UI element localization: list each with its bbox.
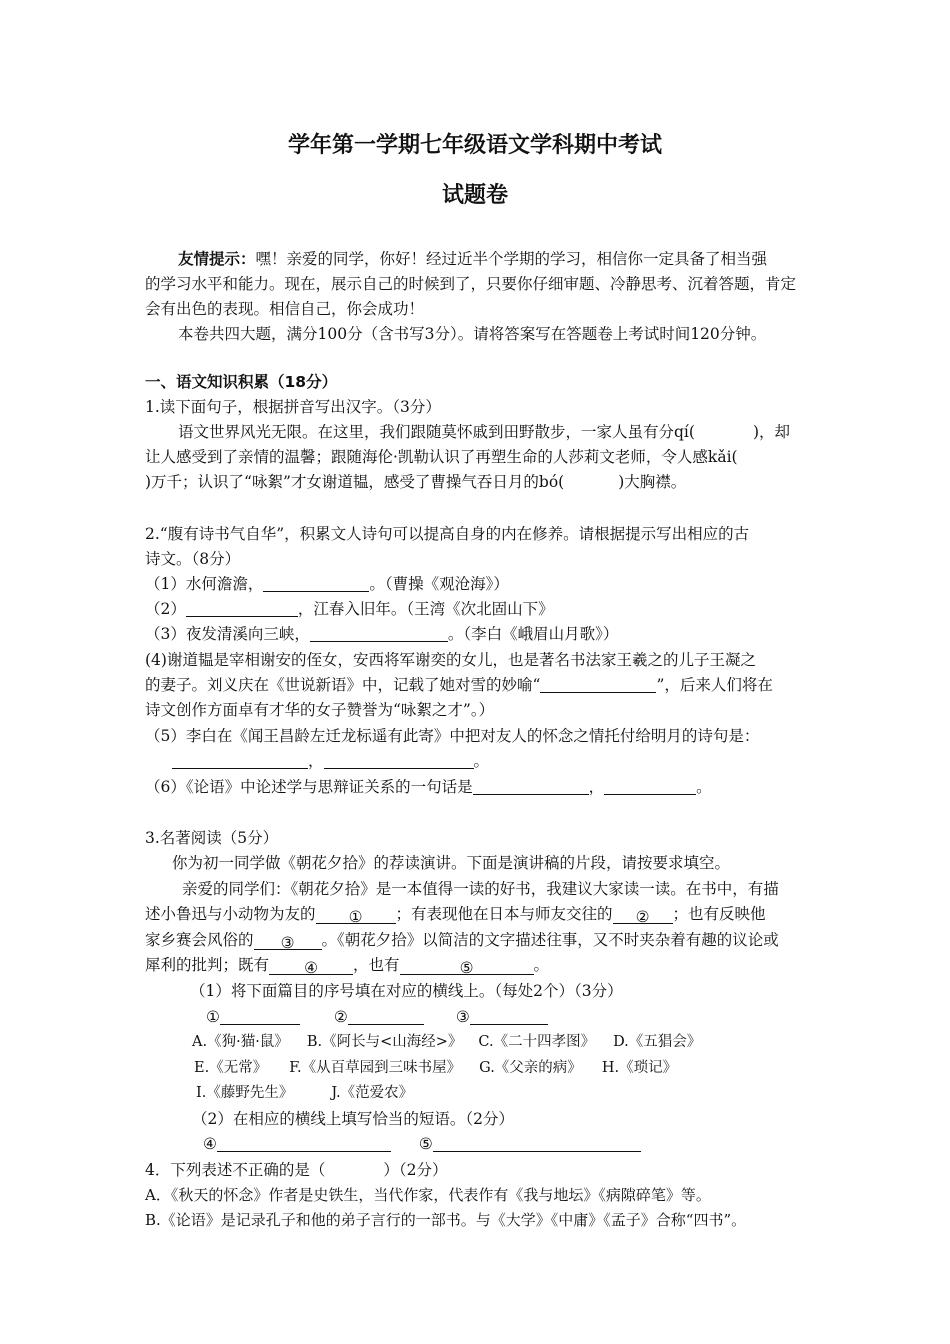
- question-1-line-2: 让人感受到了亲情的温馨；跟随海伦·凯勒认识了再塑生命的人莎莉文老师，令人感kǎi(: [145, 448, 738, 466]
- answer-blank[interactable]: [263, 575, 369, 592]
- question-2-part-1: （1）水何澹澹， 。（曹操《观沧海》）: [145, 575, 509, 593]
- tip-label: 友情提示：: [178, 250, 256, 268]
- option-b: B.《阿长与<山海经>》: [306, 1034, 463, 1050]
- question-2-part-4-line-3: 诗文创作方面卓有才华的女子赞誉为“咏絮之才”。）: [145, 701, 495, 719]
- question-3-stem: 3.名著阅读（5分）: [145, 829, 279, 847]
- speech-line-1: 亲爱的同学们：《朝花夕拾》是一本值得一读的好书，我建议大家读一读。在书中，有描: [182, 880, 779, 898]
- answer-blank[interactable]: [310, 625, 448, 642]
- question-4-option-b: B.《论语》是记录孔子和他的弟子言行的一部书。与《大学》《中庸》《孟子》合称“四书”。: [145, 1211, 747, 1229]
- answer-blank[interactable]: [348, 1008, 424, 1025]
- question-2-part-2: （2） ，江春入旧年。（王湾《次北固山下》: [145, 600, 554, 618]
- options-row-3: [196, 1083, 413, 1103]
- answer-blank[interactable]: [604, 778, 696, 795]
- question-2-part-4-line-2: 的妻子。刘义庆在《世说新语》中，记载了她对雪的妙喻“ ”，后来人们将在: [145, 676, 773, 694]
- sub-question-2: （2）在相应的横线上填写恰当的短语。（2分）: [192, 1110, 514, 1128]
- speech-line-4: 犀利的批判；既有 ④ ，也有 ⑤ 。: [145, 956, 550, 977]
- option-g: G.《父亲的病》: [479, 1060, 582, 1076]
- page-title: 学年第一学期七年级语文学科期中考试: [287, 133, 662, 158]
- question-2-part-5-line-2: ， 。: [172, 751, 489, 771]
- tip-line-2: 的学习水平和能力。现在，展示自己的时候到了，只要你仔细审题、冷静思考、沉着答题，肯定: [145, 275, 797, 293]
- question-2-part-3: （3）夜发清溪向三峡， 。（李白《峨眉山月歌》）: [145, 625, 619, 643]
- option-f: F.《从百草园到三味书屋》: [289, 1060, 462, 1076]
- sub-question-2-blanks: ④ ⑤: [203, 1134, 641, 1154]
- question-2-stem-2: 诗文。（8分）: [145, 550, 241, 568]
- question-1-line-3: )万千；认识了“咏絮”才女谢道韫，感受了曹操气吞日月的bó( )大胸襟。: [145, 473, 687, 491]
- answer-blank-2[interactable]: ②: [613, 907, 673, 924]
- question-2-stem-1: 2.“腹有诗书气自华”，积累文人诗句可以提高自身的内在修养。请根据提示写出相应的古: [145, 525, 750, 543]
- answer-blank[interactable]: [220, 1008, 300, 1025]
- answer-blank-1[interactable]: ①: [316, 907, 396, 924]
- option-d: D.《五猖会》: [613, 1034, 702, 1050]
- question-4-stem: 4．下列表述不正确的是（ ）（2分）: [145, 1161, 448, 1179]
- question-2-part-5-line-1: （5）李白在《闻王昌龄左迁龙标遥有此寄》中把对友人的怀念之情托付给明月的诗句是：: [145, 727, 760, 745]
- question-1-stem: 1.读下面句子，根据拼音写出汉字。（3分）: [145, 398, 441, 416]
- answer-blank[interactable]: [217, 1135, 391, 1152]
- option-i: I.《藤野先生》: [196, 1085, 294, 1101]
- option-j: J.《范爱农》: [331, 1085, 414, 1101]
- answer-blank[interactable]: [324, 752, 474, 769]
- tip-line-4: 本卷共四大题，满分100分（含书写3分）。请将答案写在答题卷上考试时间120分钟。: [178, 325, 767, 343]
- answer-blank[interactable]: [186, 600, 298, 617]
- speech-line-2: 述小鲁迅与小动物为友的 ① ；有表现他在日本与师友交往的 ② ；也有反映他: [145, 905, 766, 926]
- option-c: C.《二十四孝图》: [478, 1034, 596, 1050]
- options-row-1: [192, 1032, 701, 1052]
- answer-blank-5[interactable]: ⑤: [400, 958, 534, 975]
- answer-blank-3[interactable]: ③: [254, 933, 322, 950]
- option-h: H.《琐记》: [601, 1060, 678, 1076]
- option-e: E.《无常》: [194, 1060, 268, 1076]
- answer-blank[interactable]: [540, 676, 656, 693]
- tip-line-1: 友情提示：嘿！亲爱的同学，你好！经过近半个学期的学习，相信你一定具备了相当强: [178, 250, 768, 268]
- question-2-part-4-line-1: (4)谢道韫是宰相谢安的侄女，安西将军谢奕的女儿，也是著名书法家王羲之的儿子王凝之: [145, 651, 756, 669]
- answer-blank[interactable]: [473, 778, 589, 795]
- options-row-2: [194, 1058, 677, 1078]
- question-3-intro: 你为初一同学做《朝花夕拾》的荐读演讲。下面是演讲稿的片段，请按要求填空。: [172, 854, 731, 872]
- sub-question-1: （1）将下面篇目的序号填在对应的横线上。（每处2个）（3分）: [190, 982, 623, 1000]
- answer-blank[interactable]: [433, 1135, 641, 1152]
- option-a: A.《狗·猫·鼠》: [192, 1034, 289, 1050]
- question-2-part-6: （6）《论语》中论述学与思辩证关系的一句话是 ， 。: [145, 778, 712, 796]
- page-subtitle: 试题卷: [441, 183, 508, 208]
- section-heading: 一、语文知识积累（18分）: [145, 373, 338, 391]
- speech-line-3: 家乡赛会风俗的 ③ 。《朝花夕拾》以简洁的文字描述往事，又不时夹杂着有趣的议论或: [145, 931, 779, 952]
- answer-blank[interactable]: [470, 1008, 548, 1025]
- answer-blank[interactable]: [172, 752, 308, 769]
- answer-blank-4[interactable]: ④: [269, 958, 353, 975]
- question-4-option-a: A．《秋天的怀念》作者是史铁生，当代作家，代表作有《我与地坛》《病隙碎笔》等。: [145, 1186, 711, 1204]
- sub-question-1-blanks: ① ② ③: [206, 1007, 548, 1027]
- tip-line-3: 会有出色的表现。相信自己，你会成功！: [145, 300, 425, 318]
- question-1-line-1: 语文世界风光无限。在这里，我们跟随莫怀戚到田野散步，一家人虽有分qí( )，却: [178, 423, 790, 441]
